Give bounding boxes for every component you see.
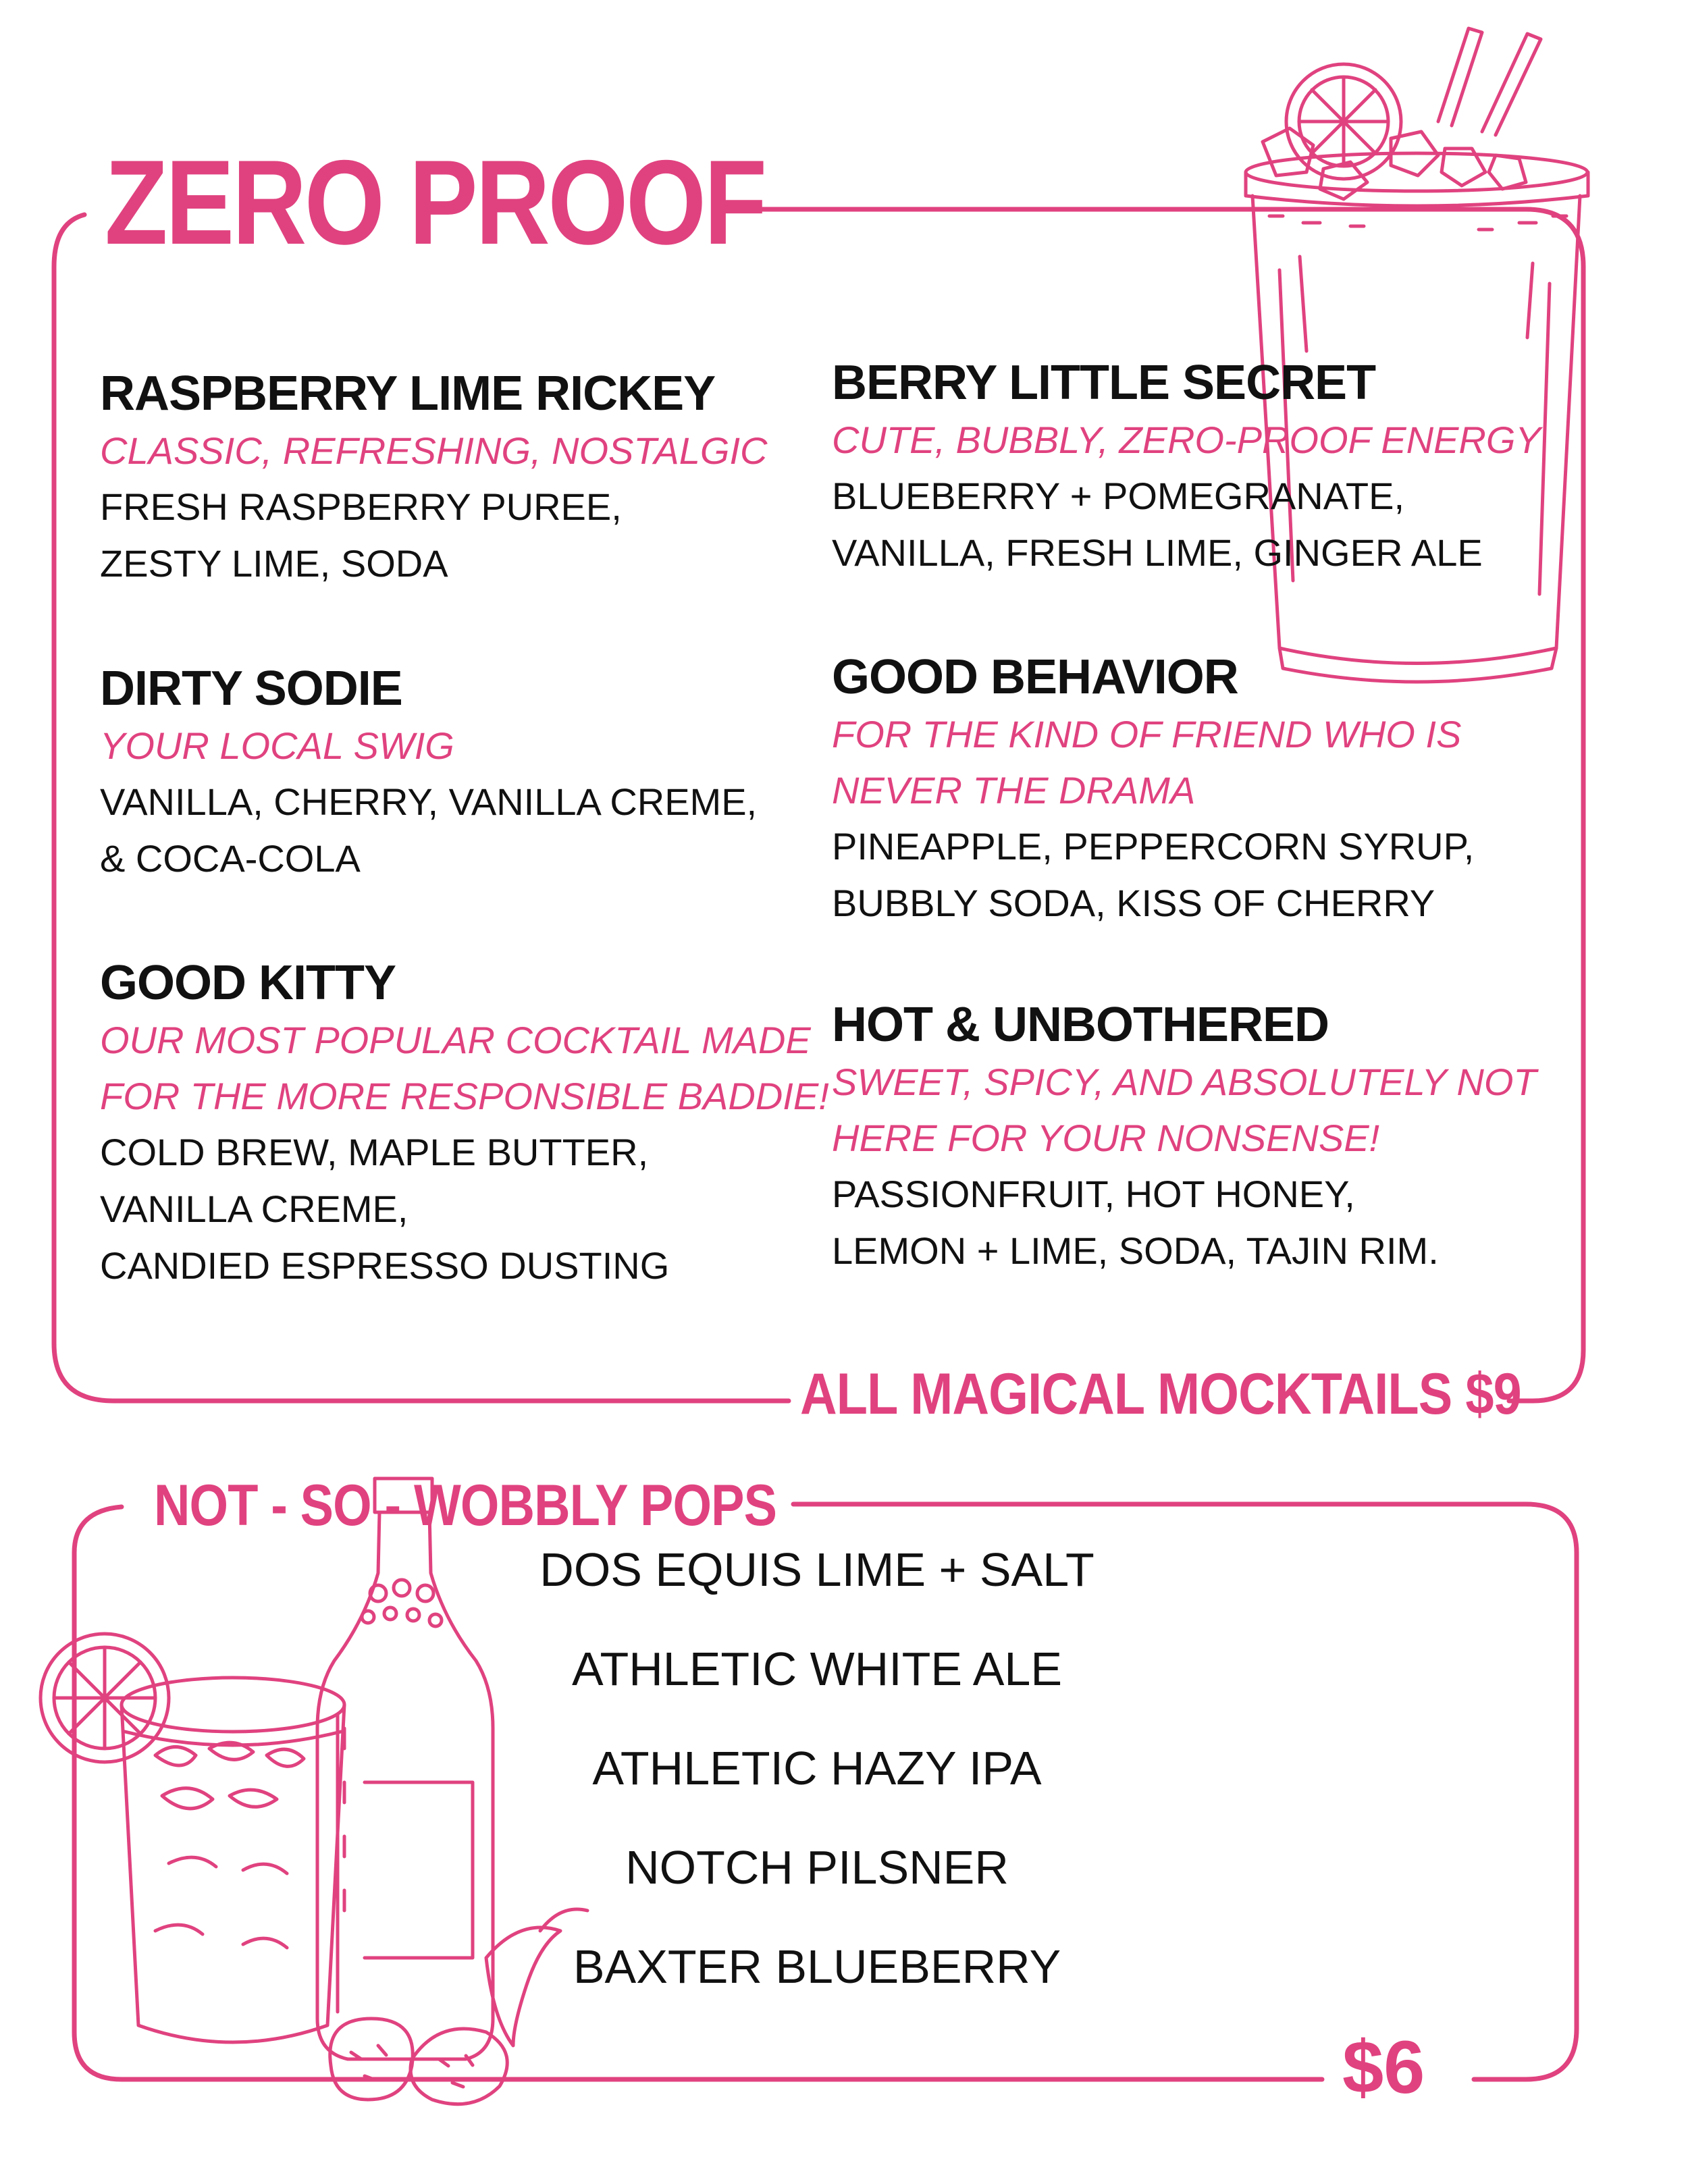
item-ingredients: PINEAPPLE, PEPPERCORN SYRUP, (832, 825, 1475, 868)
menu-item-good-kitty (100, 954, 829, 1294)
zero-proof-title: ZERO PROOF (105, 135, 765, 269)
item-name: DIRTY SODIE (100, 662, 402, 716)
item-tagline: SWEET, SPICY, AND ABSOLUTELY NOT (832, 1061, 1537, 1103)
item-tagline: OUR MOST POPULAR COCKTAIL MADE (100, 1019, 811, 1061)
item-ingredients: COLD BREW, MAPLE BUTTER, (100, 1131, 649, 1173)
item-name: GOOD BEHAVIOR (832, 650, 1238, 704)
item-ingredients: VANILLA, CHERRY, VANILLA CREME, (100, 780, 758, 823)
menu-item-hot-and-unbothered (832, 996, 1561, 1279)
pops-item: ATHLETIC HAZY IPA (592, 1742, 1042, 1794)
mocktails-price-banner: ALL MAGICAL MOCKTAILS $9 (800, 1362, 1521, 1427)
pops-title: NOT - SO - WOBBLY POPS (154, 1473, 777, 1538)
item-tagline: FOR THE KIND OF FRIEND WHO IS (832, 713, 1462, 755)
pops-price: $6 (1342, 2026, 1425, 2109)
pops-item: BAXTER BLUEBERRY (573, 1940, 1061, 1993)
item-ingredients: VANILLA CREME, (100, 1188, 408, 1230)
item-tagline: FOR THE MORE RESPONSIBLE BADDIE! (100, 1075, 829, 1117)
menu-item-berry-little-secret (832, 354, 1561, 581)
item-ingredients: FRESH RASPBERRY PUREE, (100, 485, 622, 528)
item-ingredients: LEMON + LIME, SODA, TAJIN RIM. (832, 1229, 1439, 1272)
pops-item: ATHLETIC WHITE ALE (571, 1643, 1063, 1695)
menu-item-good-behavior (832, 648, 1561, 932)
item-ingredients: & COCA-COLA (100, 837, 361, 880)
item-tagline: HERE FOR YOUR NONSENSE! (832, 1117, 1380, 1159)
item-ingredients: CANDIED ESPRESSO DUSTING (100, 1244, 670, 1287)
item-tagline: CLASSIC, REFRESHING, NOSTALGIC (100, 429, 768, 472)
item-ingredients: PASSIONFRUIT, HOT HONEY, (832, 1173, 1355, 1215)
item-tagline: NEVER THE DRAMA (832, 769, 1196, 811)
item-ingredients: BUBBLY SODA, KISS OF CHERRY (832, 882, 1435, 924)
item-ingredients: ZESTY LIME, SODA (100, 542, 448, 585)
item-tagline: CUTE, BUBBLY, ZERO-PROOF ENERGY (832, 419, 1541, 461)
item-name: RASPBERRY LIME RICKEY (100, 367, 716, 421)
item-name: HOT & UNBOTHERED (832, 998, 1329, 1052)
item-name: GOOD KITTY (100, 956, 396, 1010)
menu-item-raspberry-lime-rickey (100, 365, 829, 592)
item-ingredients: BLUEBERRY + POMEGRANATE, (832, 475, 1405, 517)
pops-item: DOS EQUIS LIME + SALT (539, 1543, 1094, 1596)
pops-item: NOTCH PILSNER (625, 1841, 1009, 1894)
item-tagline: YOUR LOCAL SWIG (100, 724, 454, 767)
item-name: BERRY LITTLE SECRET (832, 356, 1376, 410)
menu-item-dirty-sodie (100, 660, 829, 887)
item-ingredients: VANILLA, FRESH LIME, GINGER ALE (832, 531, 1483, 574)
pops-list (378, 1543, 1256, 2042)
